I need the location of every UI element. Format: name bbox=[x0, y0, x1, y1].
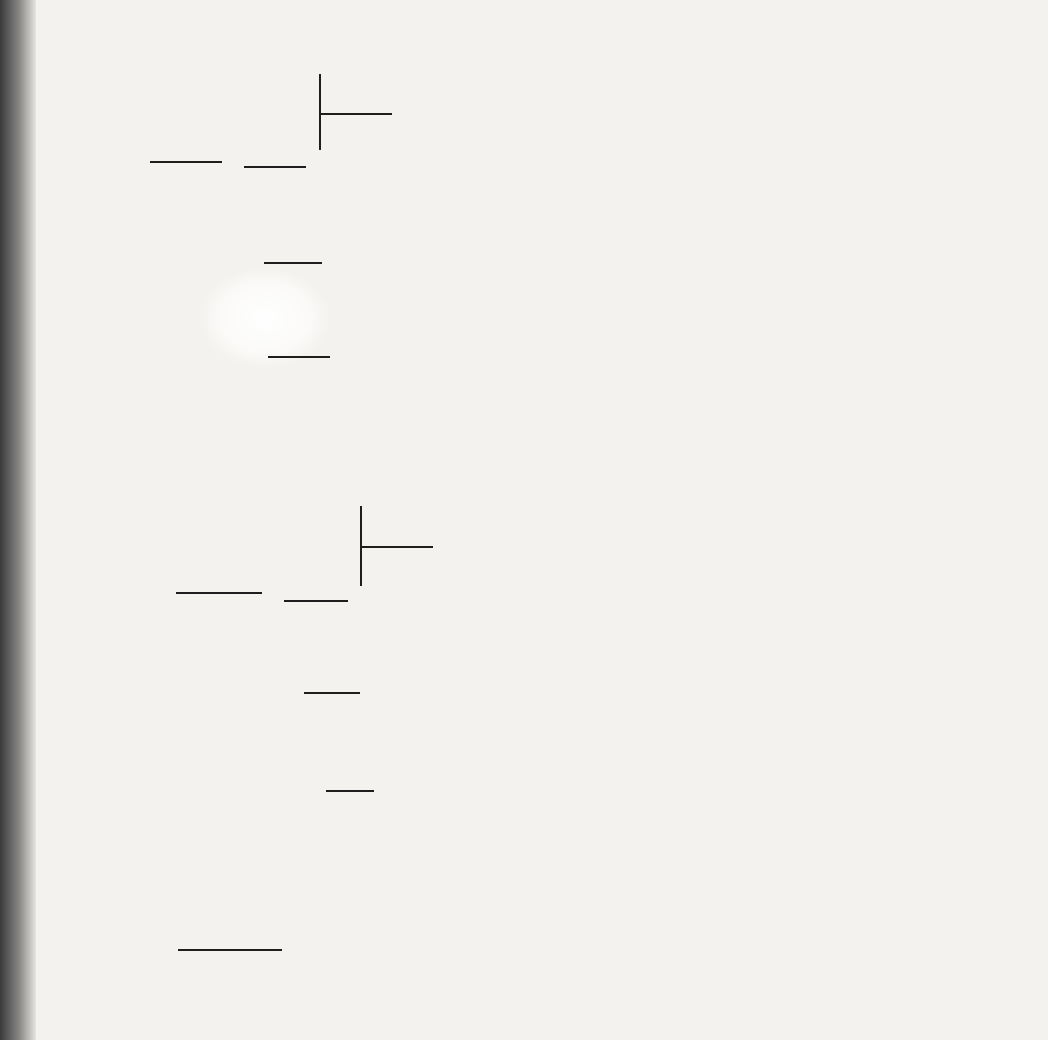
division-a-line-2 bbox=[264, 262, 322, 264]
division-a-quotient-line bbox=[320, 113, 392, 115]
division-b-line-1 bbox=[284, 600, 348, 602]
division-a-bar bbox=[319, 74, 321, 150]
addition-line bbox=[178, 949, 282, 951]
division-b-line-2 bbox=[304, 692, 360, 694]
paper-smudge bbox=[200, 268, 330, 368]
division-b-line-3 bbox=[326, 790, 374, 792]
division-a-line-1 bbox=[244, 166, 306, 168]
binding-shadow bbox=[0, 0, 36, 1040]
subtraction-a-line bbox=[150, 161, 222, 163]
subtraction-b-line bbox=[176, 592, 262, 594]
division-a-line-3 bbox=[268, 356, 330, 358]
division-b-quotient-line bbox=[361, 546, 433, 548]
